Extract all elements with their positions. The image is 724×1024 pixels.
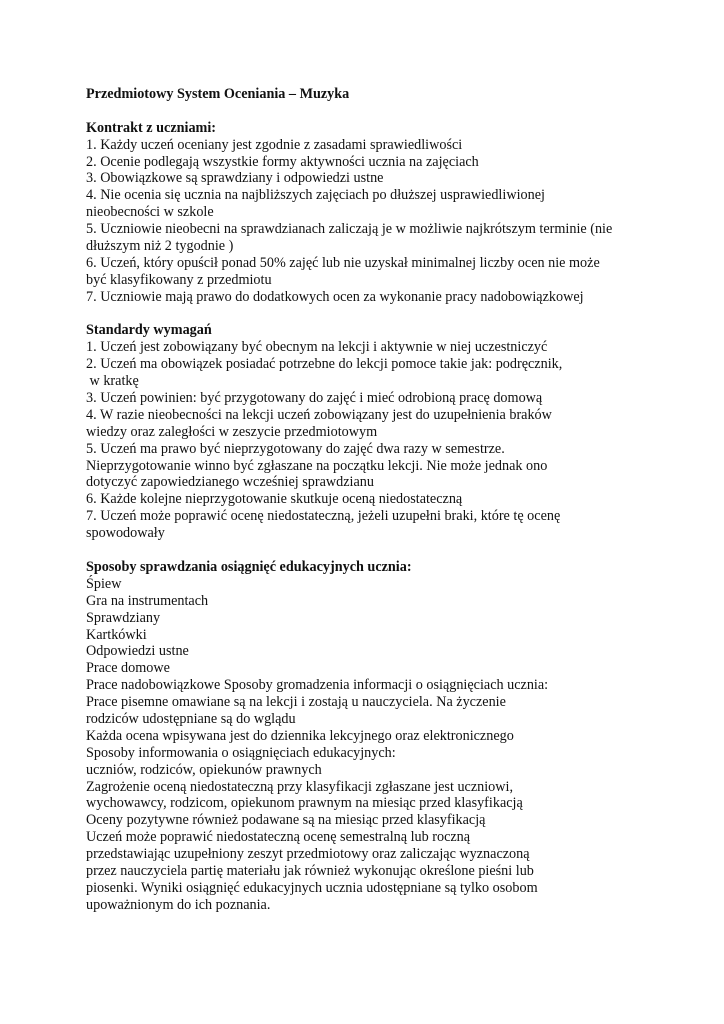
assessment-line: Śpiew bbox=[86, 575, 122, 592]
standards-line: 7. Uczeń może poprawić ocenę niedostateczną, jeżeli uzupełni braki, które tę ocenę bbox=[86, 508, 561, 525]
contract-line: 4. Nie ocenia się ucznia na najbliższych zajęciach po dłuższej usprawiedliwionej bbox=[86, 187, 545, 204]
assessment-line: Sprawdziany bbox=[86, 609, 161, 626]
contract-line: być klasyfikowany z przedmiotu bbox=[86, 271, 272, 288]
assessment-line: rodziców udostępniane są do wglądu bbox=[86, 710, 296, 727]
assessment-line: Prace nadobowiązkowe Sposoby gromadzenia informacji o osiągnięciach ucznia: bbox=[86, 677, 549, 694]
contract-list bbox=[86, 137, 646, 306]
assessment-line: Gra na instrumentach bbox=[86, 592, 209, 609]
spacer bbox=[86, 306, 646, 323]
contract-line: 1. Każdy uczeń oceniany jest zgodnie z zasadami sprawiedliwości bbox=[86, 136, 463, 153]
assessment-line: Sposoby informowania o osiągnięciach edukacyjnych: bbox=[86, 744, 396, 761]
standards-line: Nieprzygotowanie winno być zgłaszane na początku lekcji. Nie może jednak ono bbox=[86, 457, 548, 474]
assessment-line: Zagrożenie oceną niedostateczną przy klasyfikacji zgłaszane jest uczniowi, bbox=[86, 778, 513, 795]
assessment-line: Kartkówki bbox=[86, 626, 147, 643]
standards-line: 1. Uczeń jest zobowiązany być obecnym na lekcji i aktywnie w niej uczestniczyć bbox=[86, 339, 548, 356]
standards-heading: Standardy wymagań bbox=[86, 322, 212, 339]
assessment-heading: Sposoby sprawdzania osiągnięć edukacyjnych ucznia: bbox=[86, 558, 412, 575]
assessment-line: Prace pisemne omawiane są na lekcji i zostają u nauczyciela. Na życzenie bbox=[86, 694, 506, 711]
assessment-line: Każda ocena wpisywana jest do dziennika lekcyjnego oraz elektronicznego bbox=[86, 727, 514, 744]
standards-line: 5. Uczeń ma prawo być nieprzygotowany do zajęć dwa razy w semestrze. bbox=[86, 440, 505, 457]
spacer bbox=[86, 542, 646, 559]
contract-line: 5. Uczniowie nieobecni na sprawdzianach zaliczają je w możliwie najkrótszym terminie (nie bbox=[86, 221, 613, 238]
assessment-line: Prace domowe bbox=[86, 660, 170, 677]
spacer bbox=[86, 103, 646, 120]
assessment-line: piosenki. Wyniki osiągnięć edukacyjnych ucznia udostępniane są tylko osobom bbox=[86, 879, 538, 896]
assessment-line: przedstawiając uzupełniony zeszyt przedmiotowy oraz zaliczając wyznaczoną bbox=[86, 846, 530, 863]
contract-line: 3. Obowiązkowe są sprawdziany i odpowiedzi ustne bbox=[86, 170, 384, 187]
standards-line: dotyczyć zapowiedzianego wcześniej sprawdzianu bbox=[86, 474, 374, 491]
standards-line: 6. Każde kolejne nieprzygotowanie skutkuje oceną niedostateczną bbox=[86, 491, 463, 508]
standards-list bbox=[86, 339, 646, 542]
assessment-list bbox=[86, 576, 646, 914]
assessment-line: Uczeń może poprawić niedostateczną ocenę semestralną lub roczną bbox=[86, 829, 471, 846]
standards-line: spowodowały bbox=[86, 525, 165, 542]
contract-line: 7. Uczniowie mają prawo do dodatkowych ocen za wykonanie pracy nadobowiązkowej bbox=[86, 288, 584, 305]
assessment-line: upoważnionym do ich poznania. bbox=[86, 896, 271, 913]
document-content bbox=[86, 86, 646, 914]
standards-line: wiedzy oraz zaległości w zeszycie przedmiotowym bbox=[86, 423, 378, 440]
contract-line: 6. Uczeń, który opuścił ponad 50% zajęć lub nie uzyskał minimalnej liczby ocen nie może bbox=[86, 254, 600, 271]
contract-heading: Kontrakt z uczniami: bbox=[86, 119, 217, 136]
contract-line: nieobecności w szkole bbox=[86, 204, 214, 221]
document-title: Przedmiotowy System Oceniania – Muzyka bbox=[86, 86, 350, 102]
contract-line: dłuższym niż 2 tygodnie ) bbox=[86, 238, 234, 255]
contract-line: 2. Ocenie podlegają wszystkie formy aktywności ucznia na zajęciach bbox=[86, 153, 479, 170]
standards-line: 3. Uczeń powinien: być przygotowany do zajęć i mieć odrobioną pracę domową bbox=[86, 390, 543, 407]
assessment-line: wychowawcy, rodzicom, opiekunom prawnym na miesiąc przed klasyfikacją bbox=[86, 795, 523, 812]
assessment-line: Odpowiedzi ustne bbox=[86, 643, 189, 660]
standards-line: 2. Uczeń ma obowiązek posiadać potrzebne do lekcji pomoce takie jak: podręcznik, bbox=[86, 356, 563, 373]
assessment-line: uczniów, rodziców, opiekunów prawnych bbox=[86, 761, 322, 778]
assessment-line: Oceny pozytywne również podawane są na miesiąc przed klasyfikacją bbox=[86, 812, 486, 829]
standards-line: w kratkę bbox=[86, 373, 139, 390]
standards-line: 4. W razie nieobecności na lekcji uczeń zobowiązany jest do uzupełnienia braków bbox=[86, 406, 552, 423]
assessment-line: przez nauczyciela partię materiału jak również wykonując określone pieśni lub bbox=[86, 862, 534, 879]
